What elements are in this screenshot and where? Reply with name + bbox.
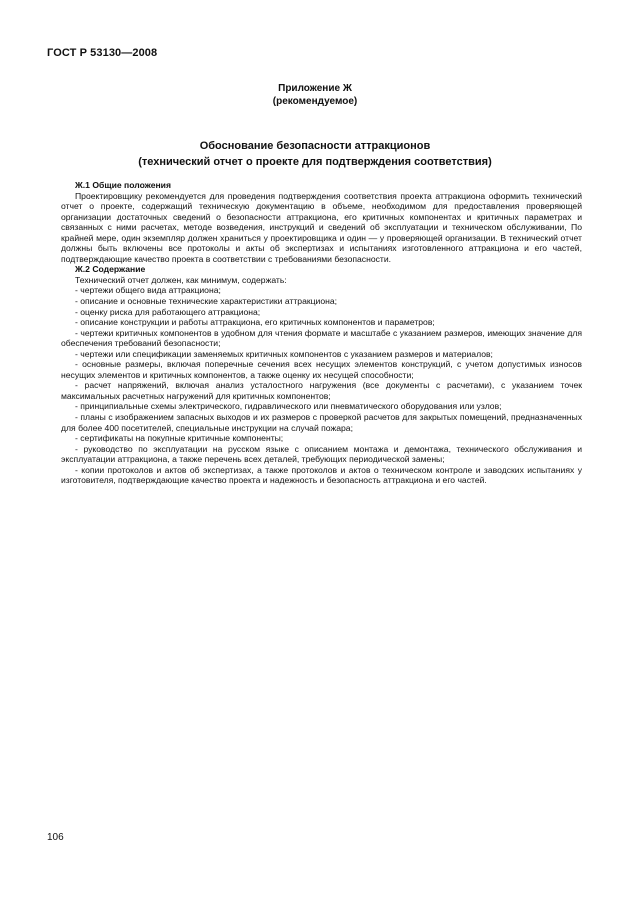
section-2-heading: Ж.2 Содержание bbox=[75, 264, 146, 275]
list-item: - чертежи или спецификации заменяемых критичных компонентов с указанием размеров и материалов; bbox=[75, 348, 493, 359]
list-item: - чертежи общего вида аттракциона; bbox=[75, 285, 221, 296]
list-item: - описание и основные технические характеристики аттракциона; bbox=[75, 296, 338, 307]
title-line-2: (технический отчет о проекте для подтверждения соответствия) bbox=[138, 156, 492, 168]
annex-status: (рекомендуемое) bbox=[272, 96, 358, 107]
list-item: - планы с изображением запасных выходов и их размеров с проверкой расчетов для закрытых помещений, предназначенных для более 400 посетителей, специальные инструкции на случай пожара; bbox=[61, 412, 582, 433]
document-code: ГОСТ Р 53130—2008 bbox=[47, 47, 158, 59]
annex-title: Приложение Ж bbox=[278, 83, 352, 94]
document-title bbox=[0, 138, 630, 170]
section-1-heading: Ж.1 Общие положения bbox=[75, 180, 171, 190]
list-item: - принципиальные схемы электрического, гидравлического или пневматического оборудования или узлов; bbox=[75, 401, 502, 412]
list-item: - чертежи критичных компонентов в удобном для чтения формате и масштабе с указанием размеров, имеющих значение для обеспечения требований безопасности; bbox=[61, 327, 582, 349]
annex-header bbox=[0, 82, 630, 108]
list-item: - описание конструкции и работы аттракциона, его критичных компонентов и параметров; bbox=[75, 317, 435, 328]
section-2-intro: Технический отчет должен, как минимум, содержать: bbox=[75, 274, 287, 285]
section-1-paragraph: Проектировщику рекомендуется для проведения подтверждения соответствия проекта аттракциона оформить технический отчет о проекте, содержащий техническую документацию в объеме, необходимом для предоставления проверяющей организации достаточных сведений о безопасности аттракциона, его критичных компонентах и критичных параметрах и связанных с ними расчетах, методе возведения, инструкций и сведений об эксплуатации и техническом обслуживании, По крайней мере, один экземпляр должен храниться у проектировщика и один — у проверяющей организации. В технический отчет должны быть включены все протоколы и акты об экспертизах и испытаниях изготовленного аттракциона и его частей, подтверждающие качество проекта в соответствии с требованиями безопасности. bbox=[61, 190, 582, 264]
page-number: 106 bbox=[47, 832, 64, 843]
list-item: - сертификаты на покупные критичные компоненты; bbox=[75, 433, 284, 444]
title-line-1: Обоснование безопасности аттракционов bbox=[199, 140, 431, 152]
document-body bbox=[61, 180, 582, 486]
list-item: - копии протоколов и актов об экспертизах, а также протоколов и актов о техническом контроле и заводских испытаниях у изготовителя, подтверждающие качество проекта и надежность и безопасность аттракциона и его частей. bbox=[61, 464, 582, 486]
list-item: - расчет напряжений, включая анализ усталостного нагружения (все документы с расчетами), с указанием точек максимальных расчетных нагружений для критичных компонентов; bbox=[61, 380, 582, 401]
list-item: - основные размеры, включая поперечные сечения всех несущих элементов конструкций, с учетом допустимых износов несущих элементов и критичных компонентов, а также оценку их несущей способности; bbox=[61, 359, 582, 380]
list-item: - оценку риска для работающего аттракциона; bbox=[75, 306, 261, 317]
list-item: - руководство по эксплуатации на русском языке с описанием монтажа и демонтажа, технического обслуживания и эксплуатации аттракциона, а также перечень всех деталей, требующих периодической замены; bbox=[61, 443, 582, 465]
